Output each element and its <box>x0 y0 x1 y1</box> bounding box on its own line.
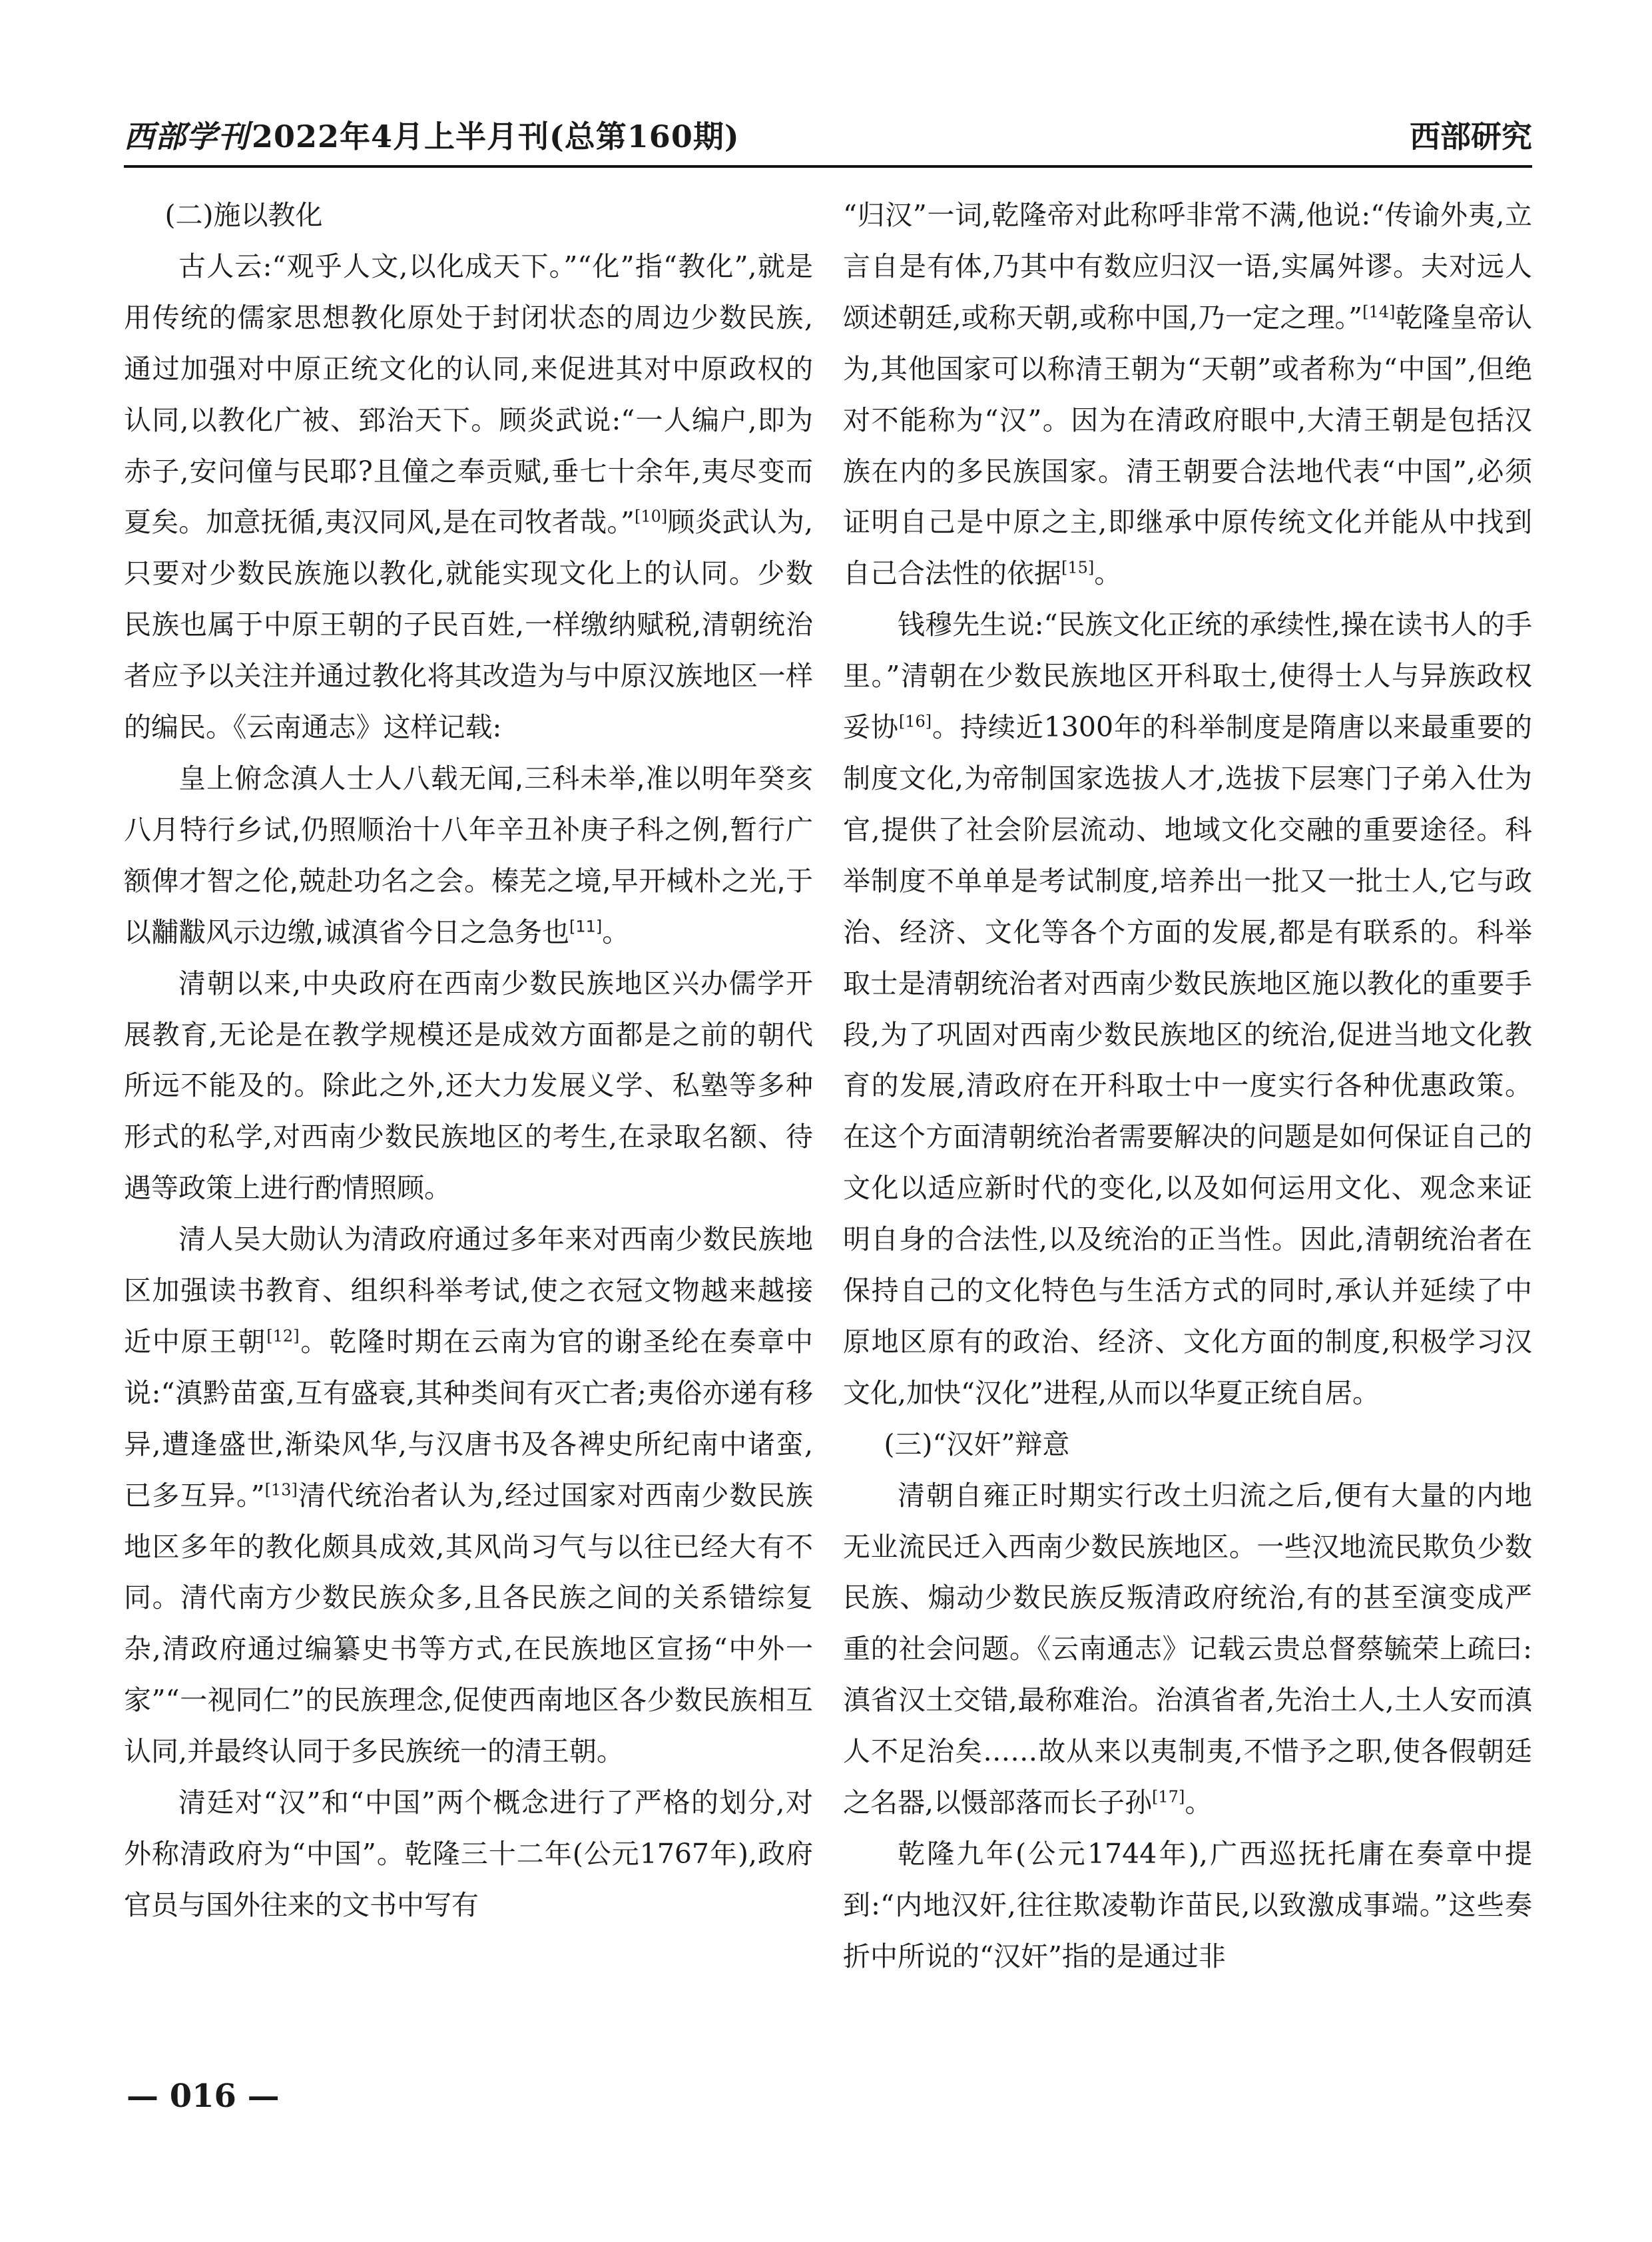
journal-logo: 西部学刊 <box>124 119 249 154</box>
paragraph-text: 清代统治者认为,经过国家对西南少数民族地区多年的教化颇具成效,其风尚习气与以往已经大有不同。清代南方少数民族众多,且各民族之间的关系错综复杂,清政府通过编纂史书等方式,在民族地区宣扬“中外一家”“一视同仁”的民族理念,促使西南地区各少数民族相互认同,并最终认同于多民族统一的清王朝。 <box>124 1479 814 1768</box>
paragraph-text: “归汉”一词,乾隆帝对此称呼非常不满,他说:“传谕外夷,立言自是有体,乃其中有数应归汉一语,实属舛谬。夫对远人颂述朝廷,或称天朝,或称中国,乃一定之理。” <box>843 199 1532 334</box>
paragraph: 乾隆九年(公元1744年),广西巡抚托庸在奏章中提到:“内地汉奸,往往欺凌勒诈苗民,以致激成事端。”这些奏折中所说的“汉奸”指的是通过非 <box>843 1838 1532 1972</box>
paragraph <box>124 241 813 753</box>
paragraph-text: 清人吴大勋认为清政府通过多年来对西南少数民族地区加强读书教育、组织科举考试,使之衣冠文物越来越接近中原王朝 <box>124 1223 813 1358</box>
paragraph <box>843 599 1532 1419</box>
quote-text: 皇上俯念滇人士人八载无闻,三科未举,准以明年癸亥八月特行乡试,仍照顺治十八年辛丑补庚子科之例,暂行广额俾才智之伦,兢赴功名之会。榛芜之境,早开棫朴之光,于以黼黻风示边缴,诚滇省今日之急务也 <box>124 762 813 948</box>
paragraph <box>843 1470 1532 1828</box>
citation-ref: [17] <box>1152 1787 1185 1807</box>
citation-ref: [10] <box>634 507 668 526</box>
subsection-heading-3: (三)“汉奸”辩意 <box>884 1428 1070 1460</box>
journal-issue-header <box>124 113 740 156</box>
paragraph-text: 清朝自雍正时期实行改土归流之后,便有大量的内地无业流民迁入西南少数民族地区。一些汉地流民欺负少数民族、煽动少数民族反叛清政府统治,有的甚至演变成严重的社会问题。《云南通志》记载云贵总督蔡毓荣上疏曰:滇省汉土交错,最称难治。治滇省者,先治土人,土人安而滇人不足治矣……故从来以夷制夷,不惜予之职,使各假朝廷之名器,以慑部落而长子孙 <box>843 1479 1532 1819</box>
issue-info: 2022年4月上半月刊(总第160期) <box>252 119 740 154</box>
citation-ref: [14] <box>1362 302 1396 322</box>
paragraph: 清廷对“汉”和“中国”两个概念进行了严格的划分,对外称清政府为“中国”。乾隆三十二年(公元1767年),政府官员与国外往来的文书中写有 <box>124 1787 813 1921</box>
citation-ref: [15] <box>1061 558 1095 577</box>
paragraph: 清朝以来,中央政府在西南少数民族地区兴办儒学开展教育,无论是在教学规模还是成效方面都是之前的朝代所远不能及的。除此之外,还大力发展义学、私塾等多种形式的私学,对西南少数民族地区的考生,在录取名额、待遇等政策上进行酌情照顾。 <box>124 967 813 1205</box>
page-number: — 016 — <box>127 2078 280 2115</box>
header-divider <box>124 165 1532 168</box>
paragraph-text: 。持续近1300年的科举制度是隋唐以来最重要的制度文化,为帝制国家选拔人才,选拔下层寒门子弟入仕为官,提供了社会阶层流动、地域文化交融的重要途径。科举制度不单单是考试制度,培养出一批又一批士人,它与政治、经济、文化等各个方面的发展,都是有联系的。科举取士是清朝统治者对西南少数民族地区施以教化的重要手段,为了巩固对西南少数民族地区的统治,促进当地文化教育的发展,清政府在开科取士中一度实行各种优惠政策。在这个方面清朝统治者需要解决的问题是如何保证自己的文化以适应新时代的变化,以及如何运用文化、观念来证明自身的合法性,以及统治的正当性。因此,清朝统治者在保持自己的文化特色与生活方式的同时,承认并延续了中原地区原有的政治、经济、文化方面的制度,积极学习汉文化,加快“汉化”进程,从而以华夏正统自居。 <box>843 711 1533 1409</box>
paragraph <box>843 190 1532 599</box>
citation-ref: [16] <box>898 712 932 731</box>
paragraph-end: 。 <box>1185 1787 1213 1819</box>
citation-ref: [12] <box>266 1326 300 1346</box>
paragraph-text: 钱穆先生说:“民族文化正统的承续性,操在读书人的手里。”清朝在少数民族地区开科取士,使得士人与异族政权妥协 <box>843 609 1532 744</box>
paragraph-text: 顾炎武认为,只要对少数民族施以教化,就能实现文化上的认同。少数民族也属于中原王朝的子民百姓,一样缴纳赋税,清朝统治者应予以关注并通过教化将其改造为与中原汉族地区一样的编民。《云南通志》这样记载: <box>124 506 813 744</box>
paragraph-text: 。乾隆时期在云南为官的谢圣纶在奏章中说:“滇黔苗蛮,互有盛衰,其种类间有灭亡者;夷俗亦递有移异,遭逢盛世,渐染风华,与汉唐书及各裨史所纪南中诸蛮,已多互异。” <box>124 1325 814 1512</box>
subsection-heading-2: (二)施以教化 <box>164 199 323 231</box>
section-name: 西部研究 <box>1410 119 1532 154</box>
left-column <box>124 190 813 1931</box>
quote-end: 。 <box>602 916 630 948</box>
paragraph-end: 。 <box>1094 557 1122 590</box>
right-column <box>843 190 1532 1982</box>
citation-ref: [11] <box>569 917 603 936</box>
paragraph-text: 古人云:“观乎人文,以化成天下。”“化”指“教化”,就是用传统的儒家思想教化原处于封闭状态的周边少数民族,通过加强对中原正统文化的认同,来促进其对中原政权的认同,以教化广被、郅治天下。顾炎武说:“一人编户,即为赤子,安问僮与民耶?且僮之奉贡赋,垂七十余年,夷尽变而夏矣。加意抚循,夷汉同风,是在司牧者哉。” <box>124 250 813 539</box>
paragraph-text: 乾隆皇帝认为,其他国家可以称清王朝为“天朝”或者称为“中国”,但绝对不能称为“汉”。因为在清政府眼中,大清王朝是包括汉族在内的多民族国家。清王朝要合法地代表“中国”,必须证明自己是中原之主,即继承中原传统文化并能从中找到自己合法性的依据 <box>843 301 1533 590</box>
running-header <box>124 110 1532 156</box>
block-quote <box>124 753 813 958</box>
citation-ref: [13] <box>264 1480 298 1499</box>
paragraph <box>124 1214 813 1777</box>
